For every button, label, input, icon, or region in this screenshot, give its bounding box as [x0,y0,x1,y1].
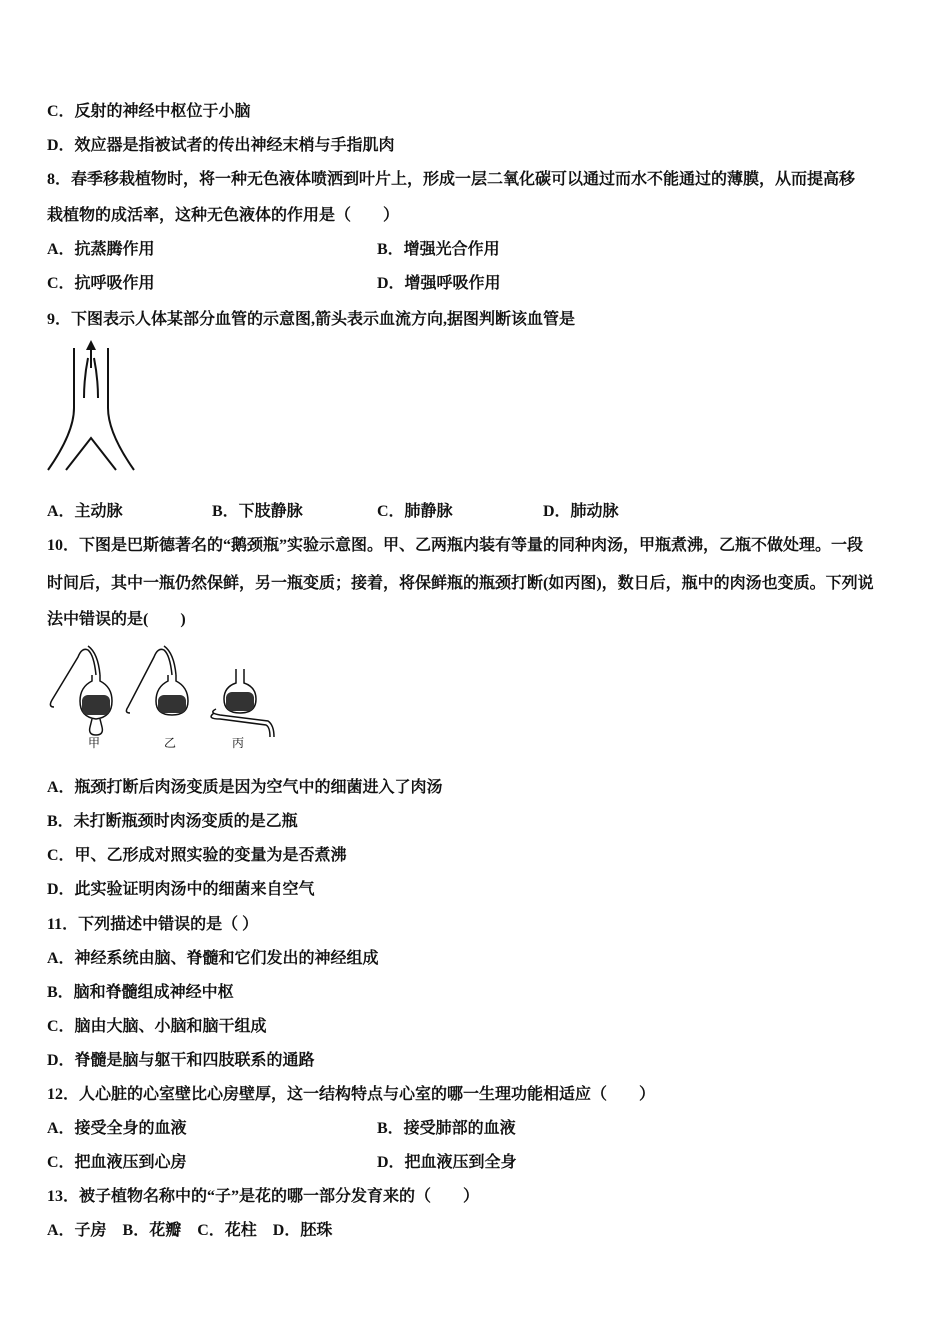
q12-stem: 12．人心脏的心室壁比心房壁厚，这一结构特点与心室的哪一生理功能相适应（ ） [47,1086,656,1103]
q9-option-d: D．肺动脉 [543,503,619,520]
q10-option-c: C．甲、乙形成对照实验的变量为是否煮沸 [47,847,347,864]
q9-option-b: B．下肢静脉 [212,503,303,520]
q9-option-a: A．主动脉 [47,503,123,520]
q10-option-d: D．此实验证明肉汤中的细菌来自空气 [47,881,315,898]
q10-stem-line3: 法中错误的是( ) [47,611,186,628]
q12-option-c: C．把血液压到心房 [47,1154,187,1171]
q9-stem: 9．下图表示人体某部分血管的示意图,箭头表示血流方向,据图判断该血管是 [47,311,576,328]
q10-stem-line2: 时间后，其中一瓶仍然保鲜，另一瓶变质；接着，将保鲜瓶的瓶颈打断(如丙图)，数日后，瓶中的肉汤也变质。下列说 [47,575,874,592]
q13-options: A．子房 B．花瓣 C．花柱 D．胚珠 [47,1222,333,1239]
q8-stem-line2: 栽植物的成活率，这种无色液体的作用是（ ） [47,207,400,224]
q10-option-b: B．未打断瓶颈时肉汤变质的是乙瓶 [47,813,298,830]
q7-option-d: D．效应器是指被试者的传出神经末梢与手指肌肉 [47,137,395,154]
q8-option-c: C．抗呼吸作用 [47,275,155,292]
q7-option-c: C．反射的神经中枢位于小脑 [47,103,251,120]
q11-option-b: B．脑和脊髓组成神经中枢 [47,984,234,1001]
blood-vessel-figure [44,338,139,478]
q8-option-a: A．抗蒸腾作用 [47,241,155,258]
figure-label-jia: 甲 [88,736,101,750]
q10-stem-line1: 10．下图是巴斯德著名的“鹅颈瓶”实验示意图。甲、乙两瓶内装有等量的同种肉汤，甲瓶煮沸，乙瓶不做处理。一段 [47,537,864,554]
figure-label-yi: 乙 [164,736,177,750]
q13-stem: 13．被子植物名称中的“子”是花的哪一部分发育来的（ ） [47,1188,480,1205]
q11-stem: 11．下列描述中错误的是（ ） [47,916,259,933]
q8-option-d: D．增强呼吸作用 [377,275,501,292]
q8-option-b: B．增强光合作用 [377,241,500,258]
q9-option-c: C．肺静脉 [377,503,453,520]
q12-option-d: D．把血液压到全身 [377,1154,517,1171]
swan-neck-flask-figure [44,645,279,740]
q11-option-a: A．神经系统由脑、脊髓和它们发出的神经组成 [47,950,379,967]
q12-option-b: B．接受肺部的血液 [377,1120,516,1137]
figure-label-bing: 丙 [232,736,245,750]
q12-option-a: A．接受全身的血液 [47,1120,187,1137]
q8-stem-line1: 8．春季移栽植物时，将一种无色液体喷洒到叶片上，形成一层二氧化碳可以通过而水不能通过的薄膜，从而提高移 [47,171,856,188]
q11-option-d: D．脊髓是脑与躯干和四肢联系的通路 [47,1052,315,1069]
q10-option-a: A．瓶颈打断后肉汤变质是因为空气中的细菌进入了肉汤 [47,779,443,796]
q11-option-c: C．脑由大脑、小脑和脑干组成 [47,1018,267,1035]
